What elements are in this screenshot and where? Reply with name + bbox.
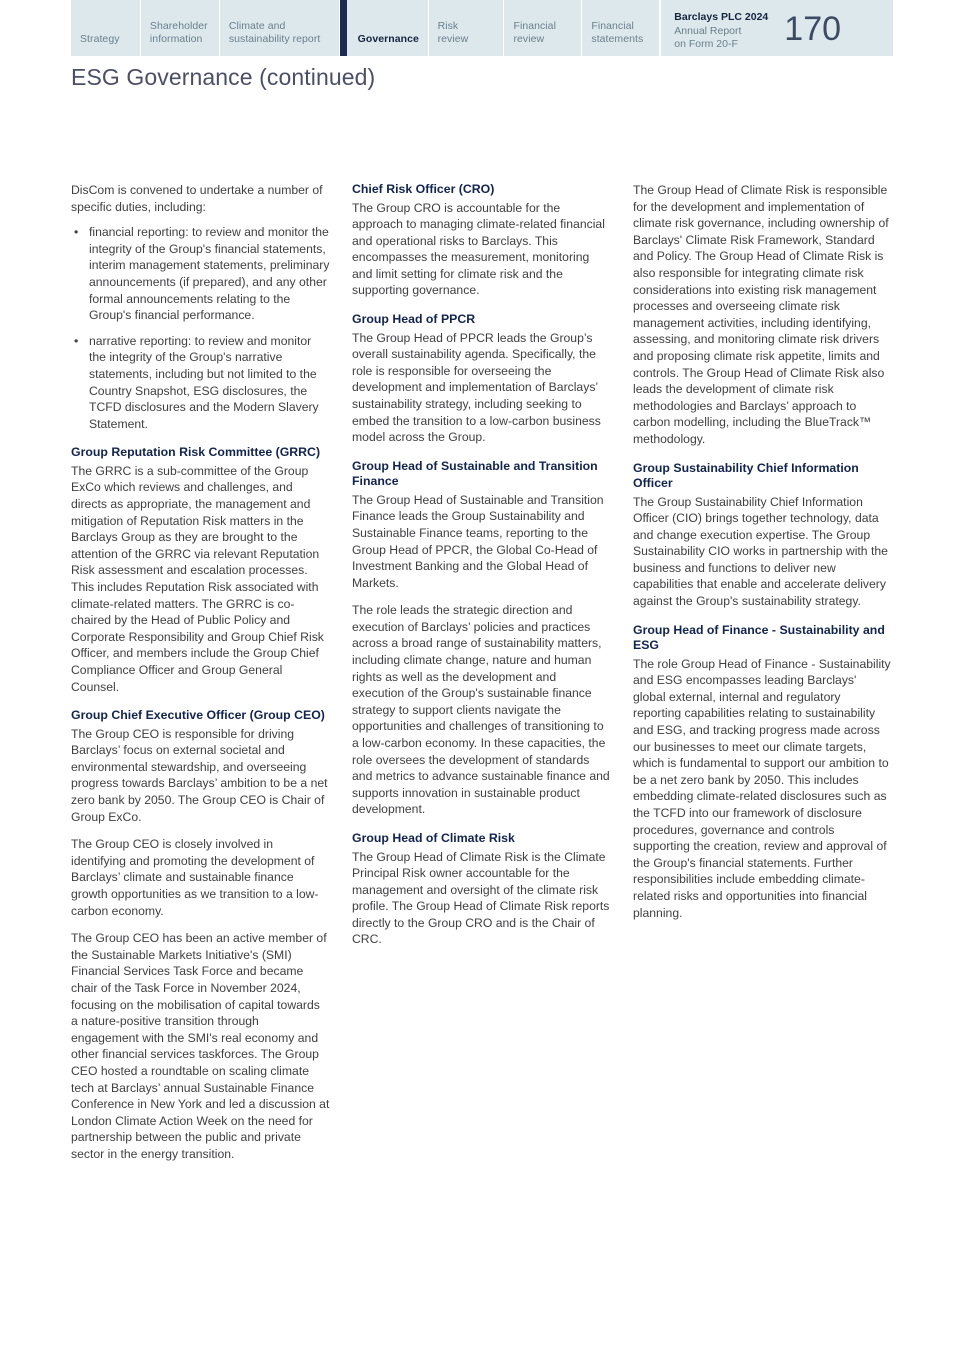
list-item (71, 333, 330, 433)
bullet-icon: • (74, 225, 79, 240)
nav-tab-governance[interactable] (340, 0, 429, 56)
grrc-paragraph: The GRRC is a sub-committee of the Group ExCo which reviews and challenges, and directs as appropriate, the management and mitigation of Reputation Risk matters in the Barclays Group as they are brought to the attention of the GRRC via relevant Reputation Risk assessment and escalation processes. This includes Reputation Risk associated with climate-related matters. The GRRC is co-chaired by the Head of Public Policy and Corporate Responsibility and Group Chief Risk Officer, and members include the Group Chief Compliance Officer and Group General Counsel. (71, 463, 324, 694)
page-title: ESG Governance (continued) (71, 64, 376, 90)
nav-tab-label (150, 20, 208, 45)
sustainability-cio-paragraph: The Group Sustainability Chief Information Officer (CIO) brings together technology, data and change execution expertise. The Group Sustainability CIO works in partnership with the business and functions to deliver new capabilities that enable and accelerate delivery against the Group's sustainability strategy. (633, 494, 888, 609)
section-heading-sustainability-cio: Group Sustainability Chief Information Officer (633, 460, 859, 490)
section-heading-group-head-climate-risk: Group Head of Climate Risk (352, 831, 515, 845)
ppcr-paragraph: The Group Head of PPCR leads the Group’s overall sustainability agenda. Specifically, the role is responsible for overseeing the development and implementation of Barclays’ sustainability strategy, including seeking to embed the transition to a low-carbon business model across the Group. (352, 330, 601, 445)
nav-tab-label (229, 20, 321, 45)
column-two (352, 182, 611, 1173)
nav-tab-label-line2: sustainability report (228, 32, 321, 45)
nav-tab-label (438, 20, 469, 45)
nav-tab-risk-review[interactable] (429, 0, 505, 56)
nav-tab-financial-review[interactable] (504, 0, 582, 56)
nav-tab-climate-and-sustainability-report[interactable] (220, 0, 340, 56)
report-meta-line1: Barclays PLC 2024 (674, 11, 769, 23)
section-heading-ppcr: Group Head of PPCR (352, 312, 476, 327)
nav-tab-financial-statements[interactable] (582, 0, 660, 56)
section-heading-cro: Chief Risk Officer (CRO) (352, 182, 495, 196)
climate-risk-continued-paragraph: The Group Head of Climate Risk is responsible for the development and implementation of climate risk governance, including ownership of Barclays' Climate Risk Framework, Standard and Policy. The Group Head of Climate Risk is also responsible for integrating climate risk considerations into existing risk management processes and overseeing climate risk management activities, including identifying, assessing, and monitoring climate risk drivers and proposing climate risk appetite, limits and controls. The Group Head of Climate Risk also leads the development of climate risk methodologies and Barclays’ approach to carbon modelling, including the BlueTrack™ methodology. (633, 183, 889, 446)
cro-paragraph: The Group CRO is accountable for the approach to managing climate-related financial and operational risks to Barclays. This encompasses the measurement, monitoring and limit setting for climate risk and the supporting governance. (352, 200, 605, 298)
column-one (71, 182, 330, 1173)
page-number: 170 (784, 10, 842, 48)
discom-duties-list (71, 224, 330, 432)
nav-tab-label: Governance (357, 32, 419, 45)
list-item-text: financial reporting: to review and monitor the integrity of the Group's financial statements, interim management statements, preliminary announcements (if prepared), and any other formal announcements relating to the Group's financial performance. (89, 225, 330, 323)
group-head-finance-paragraph: The role Group Head of Finance - Sustainability and ESG encompasses leading Barclays' global external, internal and regulatory reporting capabilities relating to sustainability and ESG, and tracking progress made across our businesses to meet our climate targets, which is fundamental to support our ambition to be a net zero bank by 2050. This includes embedding climate-related disclosures such as the TCFD into our framework of disclosure procedures, governance and controls supporting the creation, review and approval of the Group's financial statements. Further responsibilities include embedding climate-related risks and opportunities into financial planning. (633, 656, 891, 920)
group-ceo-paragraph-2: The Group CEO is closely involved in identifying and promoting the development of Barclays’ climate and sustainable finance growth opportunities as we transition to a low-carbon economy. (71, 837, 319, 918)
column-three (633, 182, 892, 1173)
nav-tab-label-line2: review (437, 32, 469, 45)
group-ceo-paragraph-1: The Group CEO is responsible for driving Barclays’ focus on external societal and environmental stewardship, and overseeing progress towards Barclays’ ambition to be a net zero bank by 2050. The Group CEO is Chair of Group ExCo. (71, 726, 328, 824)
report-meta-line3: on Form 20-F (674, 38, 738, 50)
report-meta-text (674, 8, 768, 52)
nav-tab-label-line1: Financial (591, 20, 634, 32)
nav-tab-shareholder-information[interactable] (141, 0, 220, 56)
list-item (71, 224, 330, 324)
nav-tab-label (591, 20, 643, 45)
section-heading-group-head-finance: Group Head of Finance - Sustainability and ESG (633, 622, 885, 653)
section-heading-sustainable-transition-finance: Group Head of Sustainable and Transition Finance (352, 458, 598, 489)
list-item-text: narrative reporting: to review and monitor the integrity of the Group's narrative statements, including but not limited to the Country Snapshot, ESG disclosures, the TCFD disclosures and the Modern Slavery Statement. (89, 333, 319, 431)
nav-tab-label (513, 20, 555, 45)
article-columns (71, 182, 893, 1173)
nav-tab-label-line1: Risk (437, 20, 459, 32)
nav-tab-label-line2: statements (591, 32, 644, 45)
nav-tab-strategy[interactable] (71, 0, 141, 56)
document-header-nav (71, 0, 893, 56)
section-heading-grrc: Group Reputation Risk Committee (GRRC) (71, 445, 321, 460)
section-heading-group-ceo: Group Chief Executive Officer (Group CEO) (71, 708, 325, 723)
stf-paragraph-2: The role leads the strategic direction and execution of Barclays’ policies and practices across a broad range of sustainability matters, including climate change, nature and human rights as well as the development and execution of the Group's sustainable finance strategy to support clients navigate the opportunities and challenges of transitioning to a low-carbon economy. In these capacities, the role oversees the development of standards and metrics to advance sustainable finance and supports innovation in sustainable product development. (352, 603, 610, 817)
discom-intro-paragraph: DisCom is convened to undertake a number of specific duties, including: (71, 183, 323, 214)
group-head-climate-risk-paragraph: The Group Head of Climate Risk is the Climate Principal Risk owner accountable for the management and oversight of the climate risk profile. The Group Head of Climate Risk reports directly to the Group CRO and is the Chair of CRC. (352, 849, 610, 947)
nav-tab-label-line1: Climate and (228, 20, 286, 32)
nav-tab-label-line2: information (149, 32, 203, 45)
report-meta-line2: Annual Report (674, 24, 742, 37)
nav-tab-label-line1: Financial (513, 20, 556, 32)
nav-tab-label: Strategy (80, 32, 120, 45)
group-ceo-paragraph-3: The Group CEO has been an active member of the Sustainable Markets Initiative's (SMI) Financial Services Task Force and became chair of the Task Force in November 2024, focusing on the mobilisation of capital towards a nature-positive transition through engagement with the SMI's real economy and other financial services taskforces. The Group CEO hosted a roundtable on scaling climate tech at Barclays’ annual Sustainable Finance Conference in New York and led a discussion at London Climate Action Week on the need for partnership between the public and private sector in the energy transition. (71, 931, 330, 1161)
report-meta (661, 0, 893, 56)
stf-paragraph-1: The Group Head of Sustainable and Transition Finance leads the Group Sustainability and Sustainable Finance teams, reporting to the Group Head of PPCR, the Global Co-Head of Investment Banking and the Global Head of Markets. (352, 492, 604, 590)
bullet-icon: • (74, 333, 79, 348)
nav-tab-label-line1: Shareholder (149, 20, 208, 32)
nav-tab-label-line2: review (513, 32, 545, 45)
